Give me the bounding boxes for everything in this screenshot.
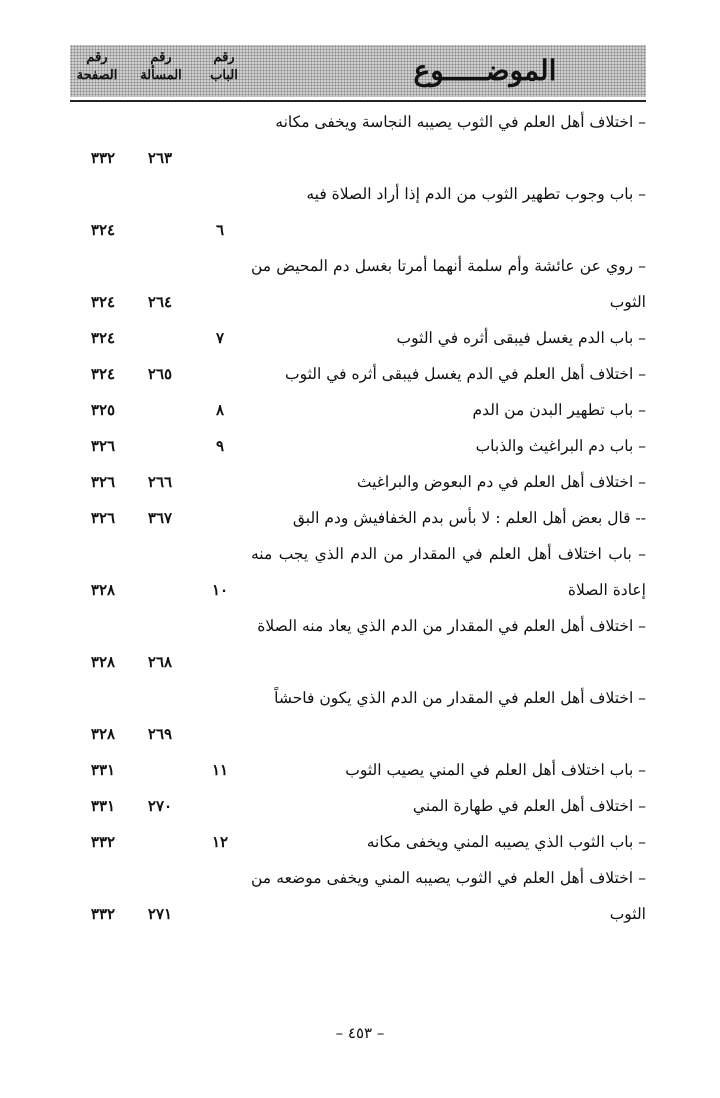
index-entry <box>0 464 720 500</box>
index-entry <box>0 500 720 536</box>
index-entry <box>0 608 720 680</box>
entry-topic: – باب دم البراغيث والذباب <box>475 437 646 455</box>
entry-issue-number: ٢٦٥ <box>147 365 173 383</box>
entry-issue-number: ٢٦٨ <box>147 653 173 671</box>
entry-issue-number: ٢٧٠ <box>147 797 173 815</box>
entry-chapter-number: ٦ <box>215 221 225 239</box>
entry-issue-number: ٣٦٧ <box>147 509 173 527</box>
index-entry <box>0 320 720 356</box>
entry-page-number: ٣٢٤ <box>90 221 116 239</box>
entry-topic: – اختلاف أهل العلم في الثوب يصيبه المني ويخفى موضعه من الثوب <box>251 869 646 923</box>
entry-topic: -- قال بعض أهل العلم : لا بأس بدم الخفافيش ودم البق <box>292 509 646 527</box>
entry-page-number: ٣٢٥ <box>90 401 116 419</box>
index-entry <box>0 104 720 176</box>
entry-page-number: ٣٢٨ <box>90 725 116 743</box>
entry-topic: – اختلاف أهل العلم في المقدار من الدم الذي يكون فاحشاً <box>274 689 646 707</box>
entry-chapter-number: ٨ <box>215 401 225 419</box>
entry-issue-number: ٢٦٣ <box>147 149 173 167</box>
index-entry <box>0 860 720 932</box>
index-entry <box>0 680 720 752</box>
entry-chapter-number: ١٢ <box>211 833 229 851</box>
entry-page-number: ٣٣٢ <box>90 905 116 923</box>
header-issue-number: رقم المسألة <box>140 50 182 83</box>
header-page-number: رقم الصفحة <box>76 50 118 83</box>
entry-topic: – اختلاف أهل العلم في طهارة المني <box>412 797 646 815</box>
entry-page-number: ٣٣٢ <box>90 833 116 851</box>
entry-chapter-number: ٧ <box>215 329 225 347</box>
entry-page-number: ٣٢٤ <box>90 365 116 383</box>
index-entry <box>0 248 720 320</box>
entry-page-number: ٣٣١ <box>90 797 116 815</box>
index-entry <box>0 536 720 608</box>
index-entry <box>0 428 720 464</box>
entry-issue-number: ٢٧١ <box>147 905 173 923</box>
entry-topic: – اختلاف أهل العلم في الدم يغسل فيبقى أثره في الثوب <box>285 365 646 383</box>
index-entry <box>0 392 720 428</box>
entry-topic: – باب وجوب تطهير الثوب من الدم إذا أراد الصلاة فيه <box>306 185 646 203</box>
entry-topic: – باب اختلاف أهل العلم في المقدار من الدم الذي يجب منه إعادة الصلاة <box>251 545 646 599</box>
index-entry <box>0 176 720 248</box>
page-number: – ٤٥٣ – <box>335 1024 385 1042</box>
table-header <box>70 45 646 97</box>
header-divider <box>70 100 646 102</box>
header-chapter-number: رقم الباب <box>210 50 238 83</box>
entry-topic: – باب الدم يغسل فيبقى أثره في الثوب <box>396 329 646 347</box>
entry-topic: – اختلاف أهل العلم في الثوب يصيبه النجاسة ويخفى مكانه <box>275 113 646 131</box>
index-entry <box>0 752 720 788</box>
entry-page-number: ٣٢٤ <box>90 293 116 311</box>
entry-page-number: ٣٢٤ <box>90 329 116 347</box>
index-entry <box>0 824 720 860</box>
entry-page-number: ٣٢٦ <box>90 473 116 491</box>
index-entry <box>0 788 720 824</box>
entry-page-number: ٣٣٢ <box>90 149 116 167</box>
entry-page-number: ٣٢٦ <box>90 509 116 527</box>
entry-topic: – اختلاف أهل العلم في دم البعوض والبراغيث <box>356 473 646 491</box>
entry-topic: – باب الثوب الذي يصيبه المني ويخفى مكانه <box>366 833 646 851</box>
entry-topic: – باب تطهير البدن من الدم <box>472 401 646 419</box>
entry-page-number: ٣٢٨ <box>90 581 116 599</box>
index-entries <box>0 104 720 932</box>
entry-issue-number: ٢٦٩ <box>147 725 173 743</box>
entry-chapter-number: ٩ <box>215 437 225 455</box>
header-topic: الموضـــــوع <box>413 54 557 87</box>
index-entry <box>0 356 720 392</box>
entry-issue-number: ٢٦٤ <box>147 293 173 311</box>
entry-page-number: ٣٢٨ <box>90 653 116 671</box>
entry-page-number: ٣٣١ <box>90 761 116 779</box>
entry-chapter-number: ١٠ <box>211 581 229 599</box>
entry-topic: – باب اختلاف أهل العلم في المني يصيب الثوب <box>345 761 646 779</box>
entry-page-number: ٣٢٦ <box>90 437 116 455</box>
entry-topic: – اختلاف أهل العلم في المقدار من الدم الذي يعاد منه الصلاة <box>257 617 646 635</box>
entry-issue-number: ٢٦٦ <box>147 473 173 491</box>
entry-topic: – روي عن عائشة وأم سلمة أنهما أمرتا بغسل دم المحيض من الثوب <box>251 257 646 311</box>
entry-chapter-number: ١١ <box>211 761 229 779</box>
